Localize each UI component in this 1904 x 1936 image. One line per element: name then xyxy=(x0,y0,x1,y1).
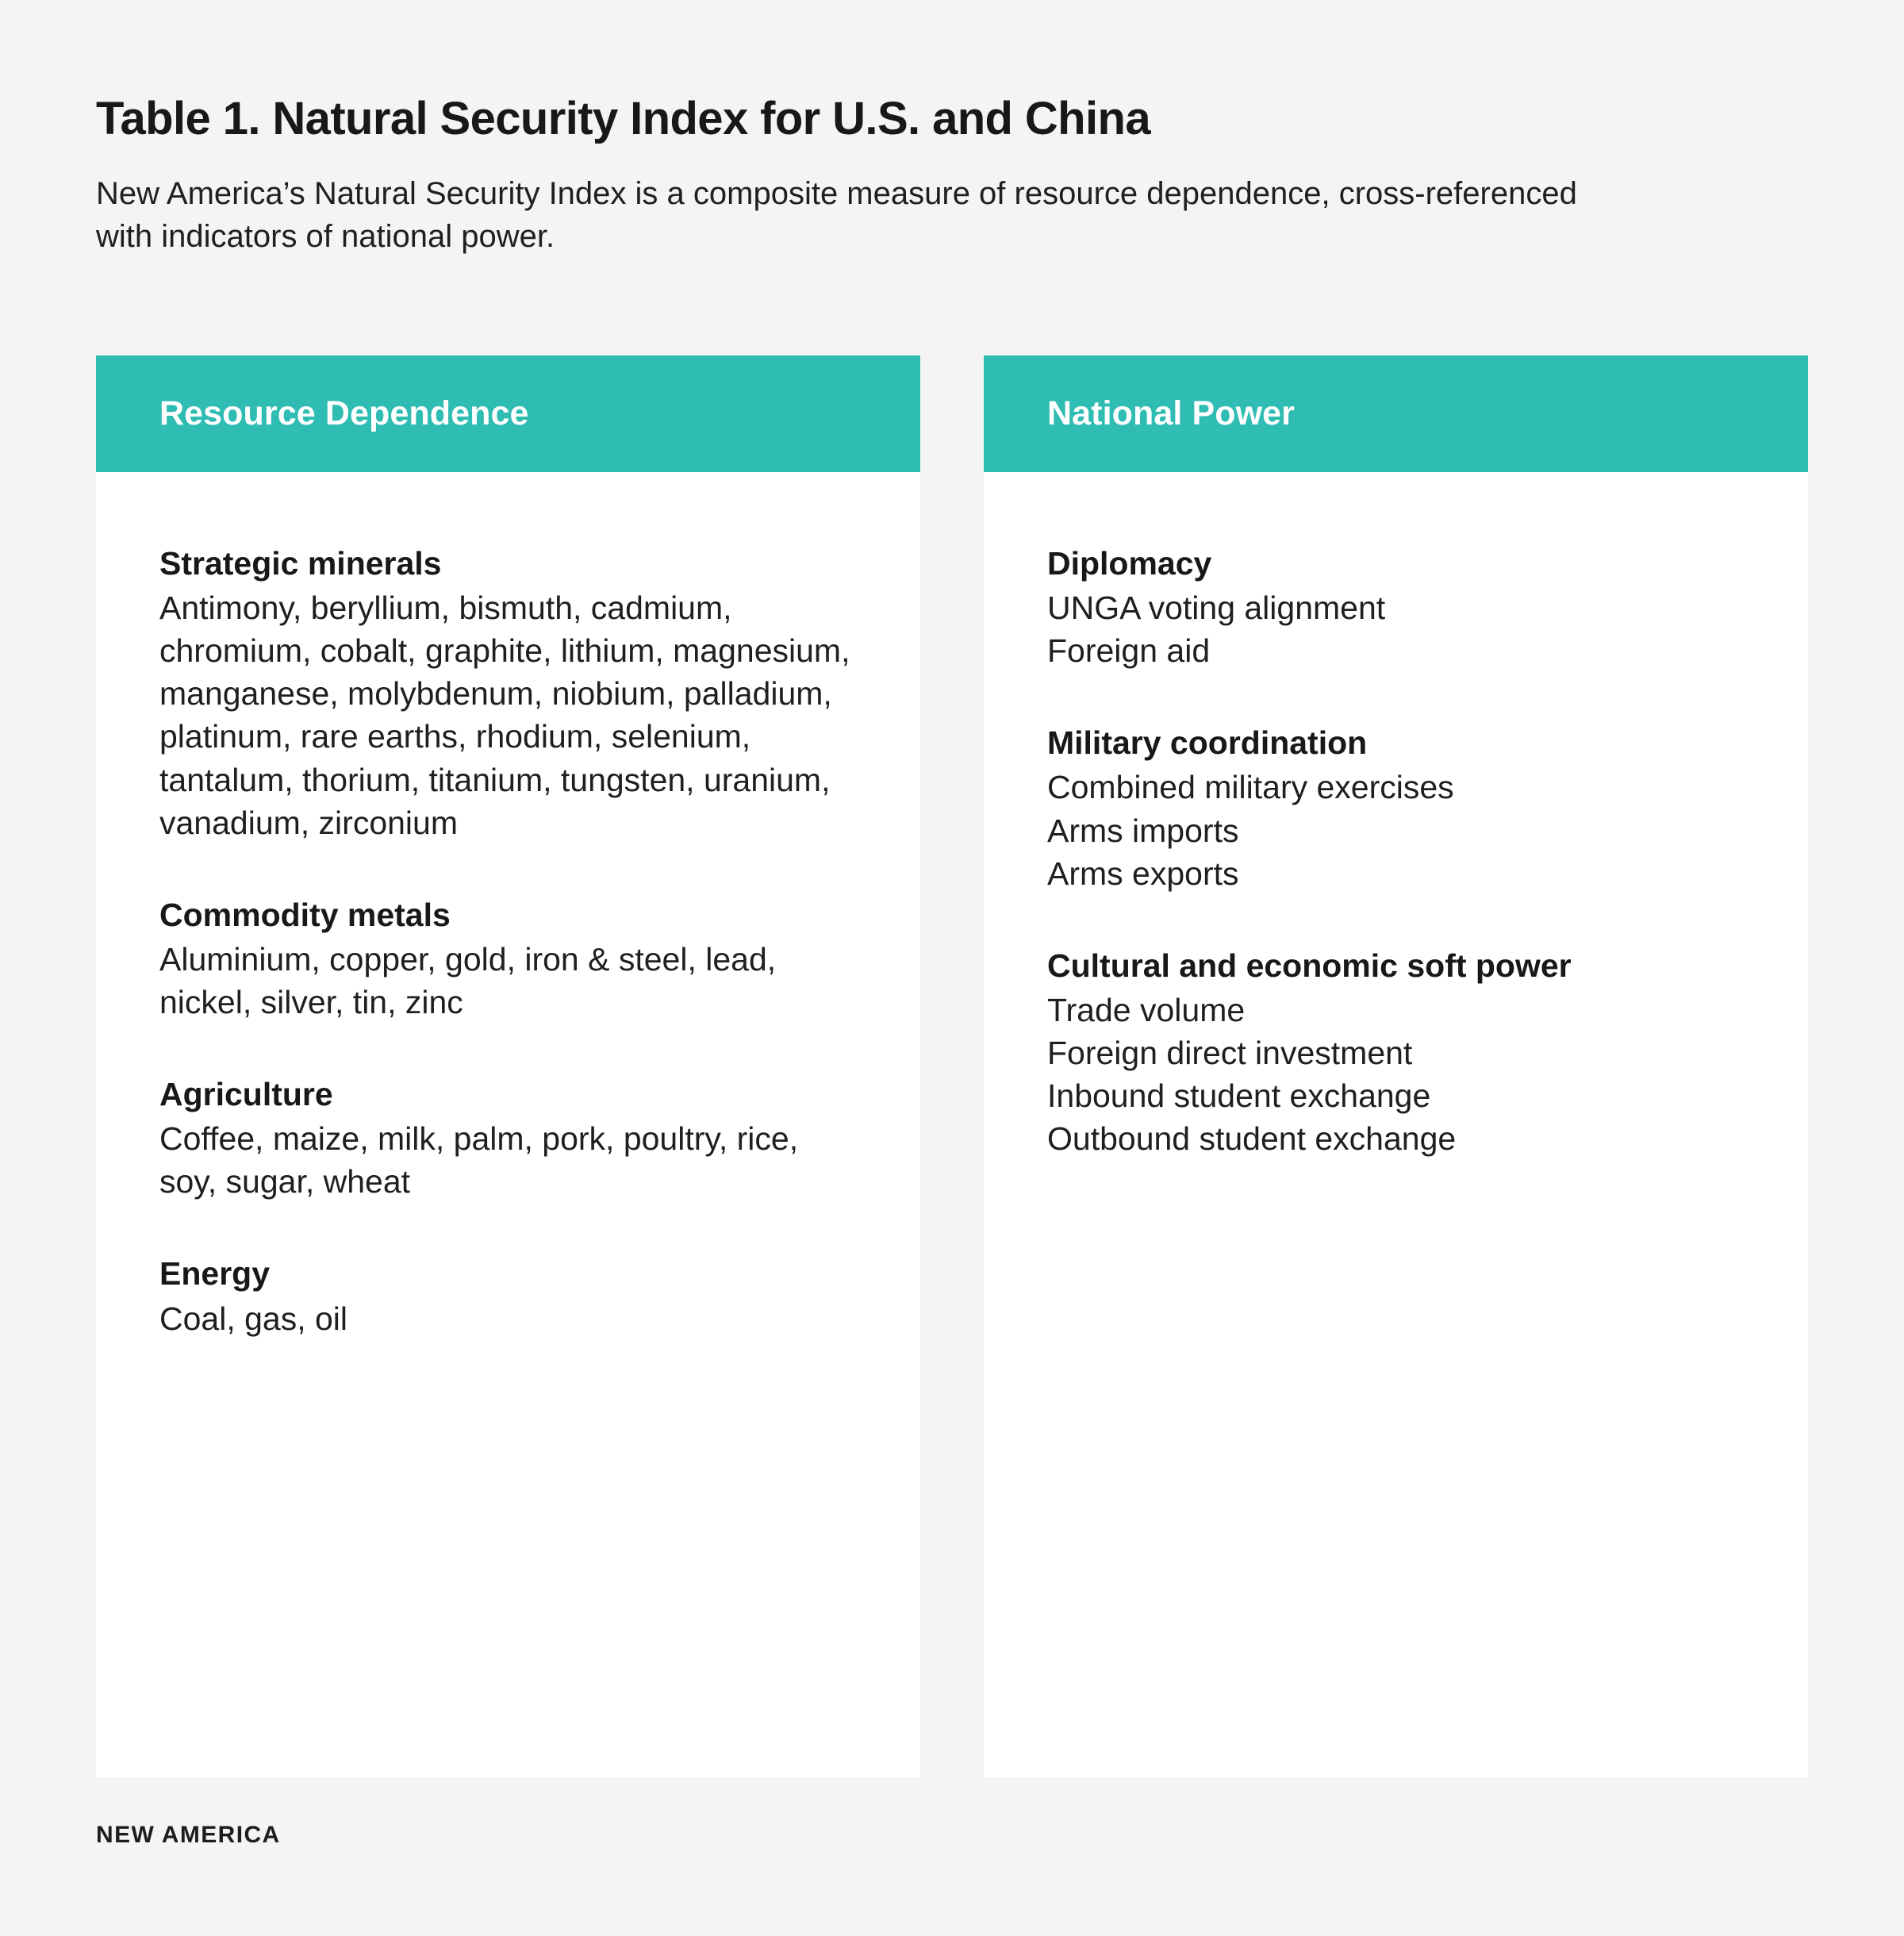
section-body: Coffee, maize, milk, palm, pork, poultry, rice, soy, sugar, wheat xyxy=(159,1120,799,1200)
section-title: Energy xyxy=(159,1255,270,1293)
section-diplomacy xyxy=(1047,542,1751,672)
section-title: Commodity metals xyxy=(159,896,451,933)
section-energy xyxy=(159,1252,863,1339)
section-line: Arms exports xyxy=(1047,855,1239,892)
page-title: Table 1. Natural Security Index for U.S. and China xyxy=(96,93,1151,144)
section-title: Strategic minerals xyxy=(159,545,442,582)
section-strategic-minerals xyxy=(159,542,863,844)
card-body-national-power xyxy=(984,472,1808,1777)
section-body: Aluminium, copper, gold, iron & steel, lead, nickel, silver, tin, zinc xyxy=(159,940,777,1020)
columns-container xyxy=(96,355,1809,1777)
card-header-title: Resource Dependence xyxy=(159,394,529,432)
section-body: Antimony, beryllium, bismuth, cadmium, chromium, cobalt, graphite, lithium, magnesium, manganese, molybdenum, niobium, palladium, platinum, rare earths, rhodium, selenium, tantalum, thorium, titanium, tungsten, uranium, vanadium, zirconium xyxy=(159,590,850,841)
section-line: Combined military exercises xyxy=(1047,769,1454,806)
section-title: Military coordination xyxy=(1047,724,1368,762)
section-commodity-metals xyxy=(159,893,863,1024)
page-subtitle: New America’s Natural Security Index is a composite measure of resource dependence, cross-referenced with indicators of national power. xyxy=(96,175,1577,255)
section-body: Coal, gas, oil xyxy=(159,1300,348,1337)
section-line: Foreign aid xyxy=(1047,632,1211,670)
card-national-power xyxy=(984,355,1808,1777)
card-resource-dependence xyxy=(96,355,920,1777)
new-america-logo: NEW AMERICA xyxy=(96,1822,281,1848)
section-line: Trade volume xyxy=(1047,991,1246,1028)
card-header-national-power xyxy=(984,355,1808,472)
section-cultural-economic-soft-power xyxy=(1047,944,1751,1161)
section-line: UNGA voting alignment xyxy=(1047,590,1386,627)
section-title: Cultural and economic soft power xyxy=(1047,947,1572,984)
section-line: Inbound student exchange xyxy=(1047,1077,1431,1115)
section-line: Foreign direct investment xyxy=(1047,1034,1413,1071)
section-military-coordination xyxy=(1047,721,1751,894)
figure-footer xyxy=(96,1822,281,1849)
card-body-resource-dependence xyxy=(96,472,920,1777)
card-header-title: National Power xyxy=(1047,394,1296,432)
card-header-resource-dependence xyxy=(96,355,920,472)
section-title: Agriculture xyxy=(159,1076,333,1113)
section-line: Outbound student exchange xyxy=(1047,1120,1457,1158)
section-agriculture xyxy=(159,1073,863,1203)
section-title: Diplomacy xyxy=(1047,545,1212,582)
figure-header xyxy=(96,94,1810,259)
section-line: Arms imports xyxy=(1047,812,1239,849)
